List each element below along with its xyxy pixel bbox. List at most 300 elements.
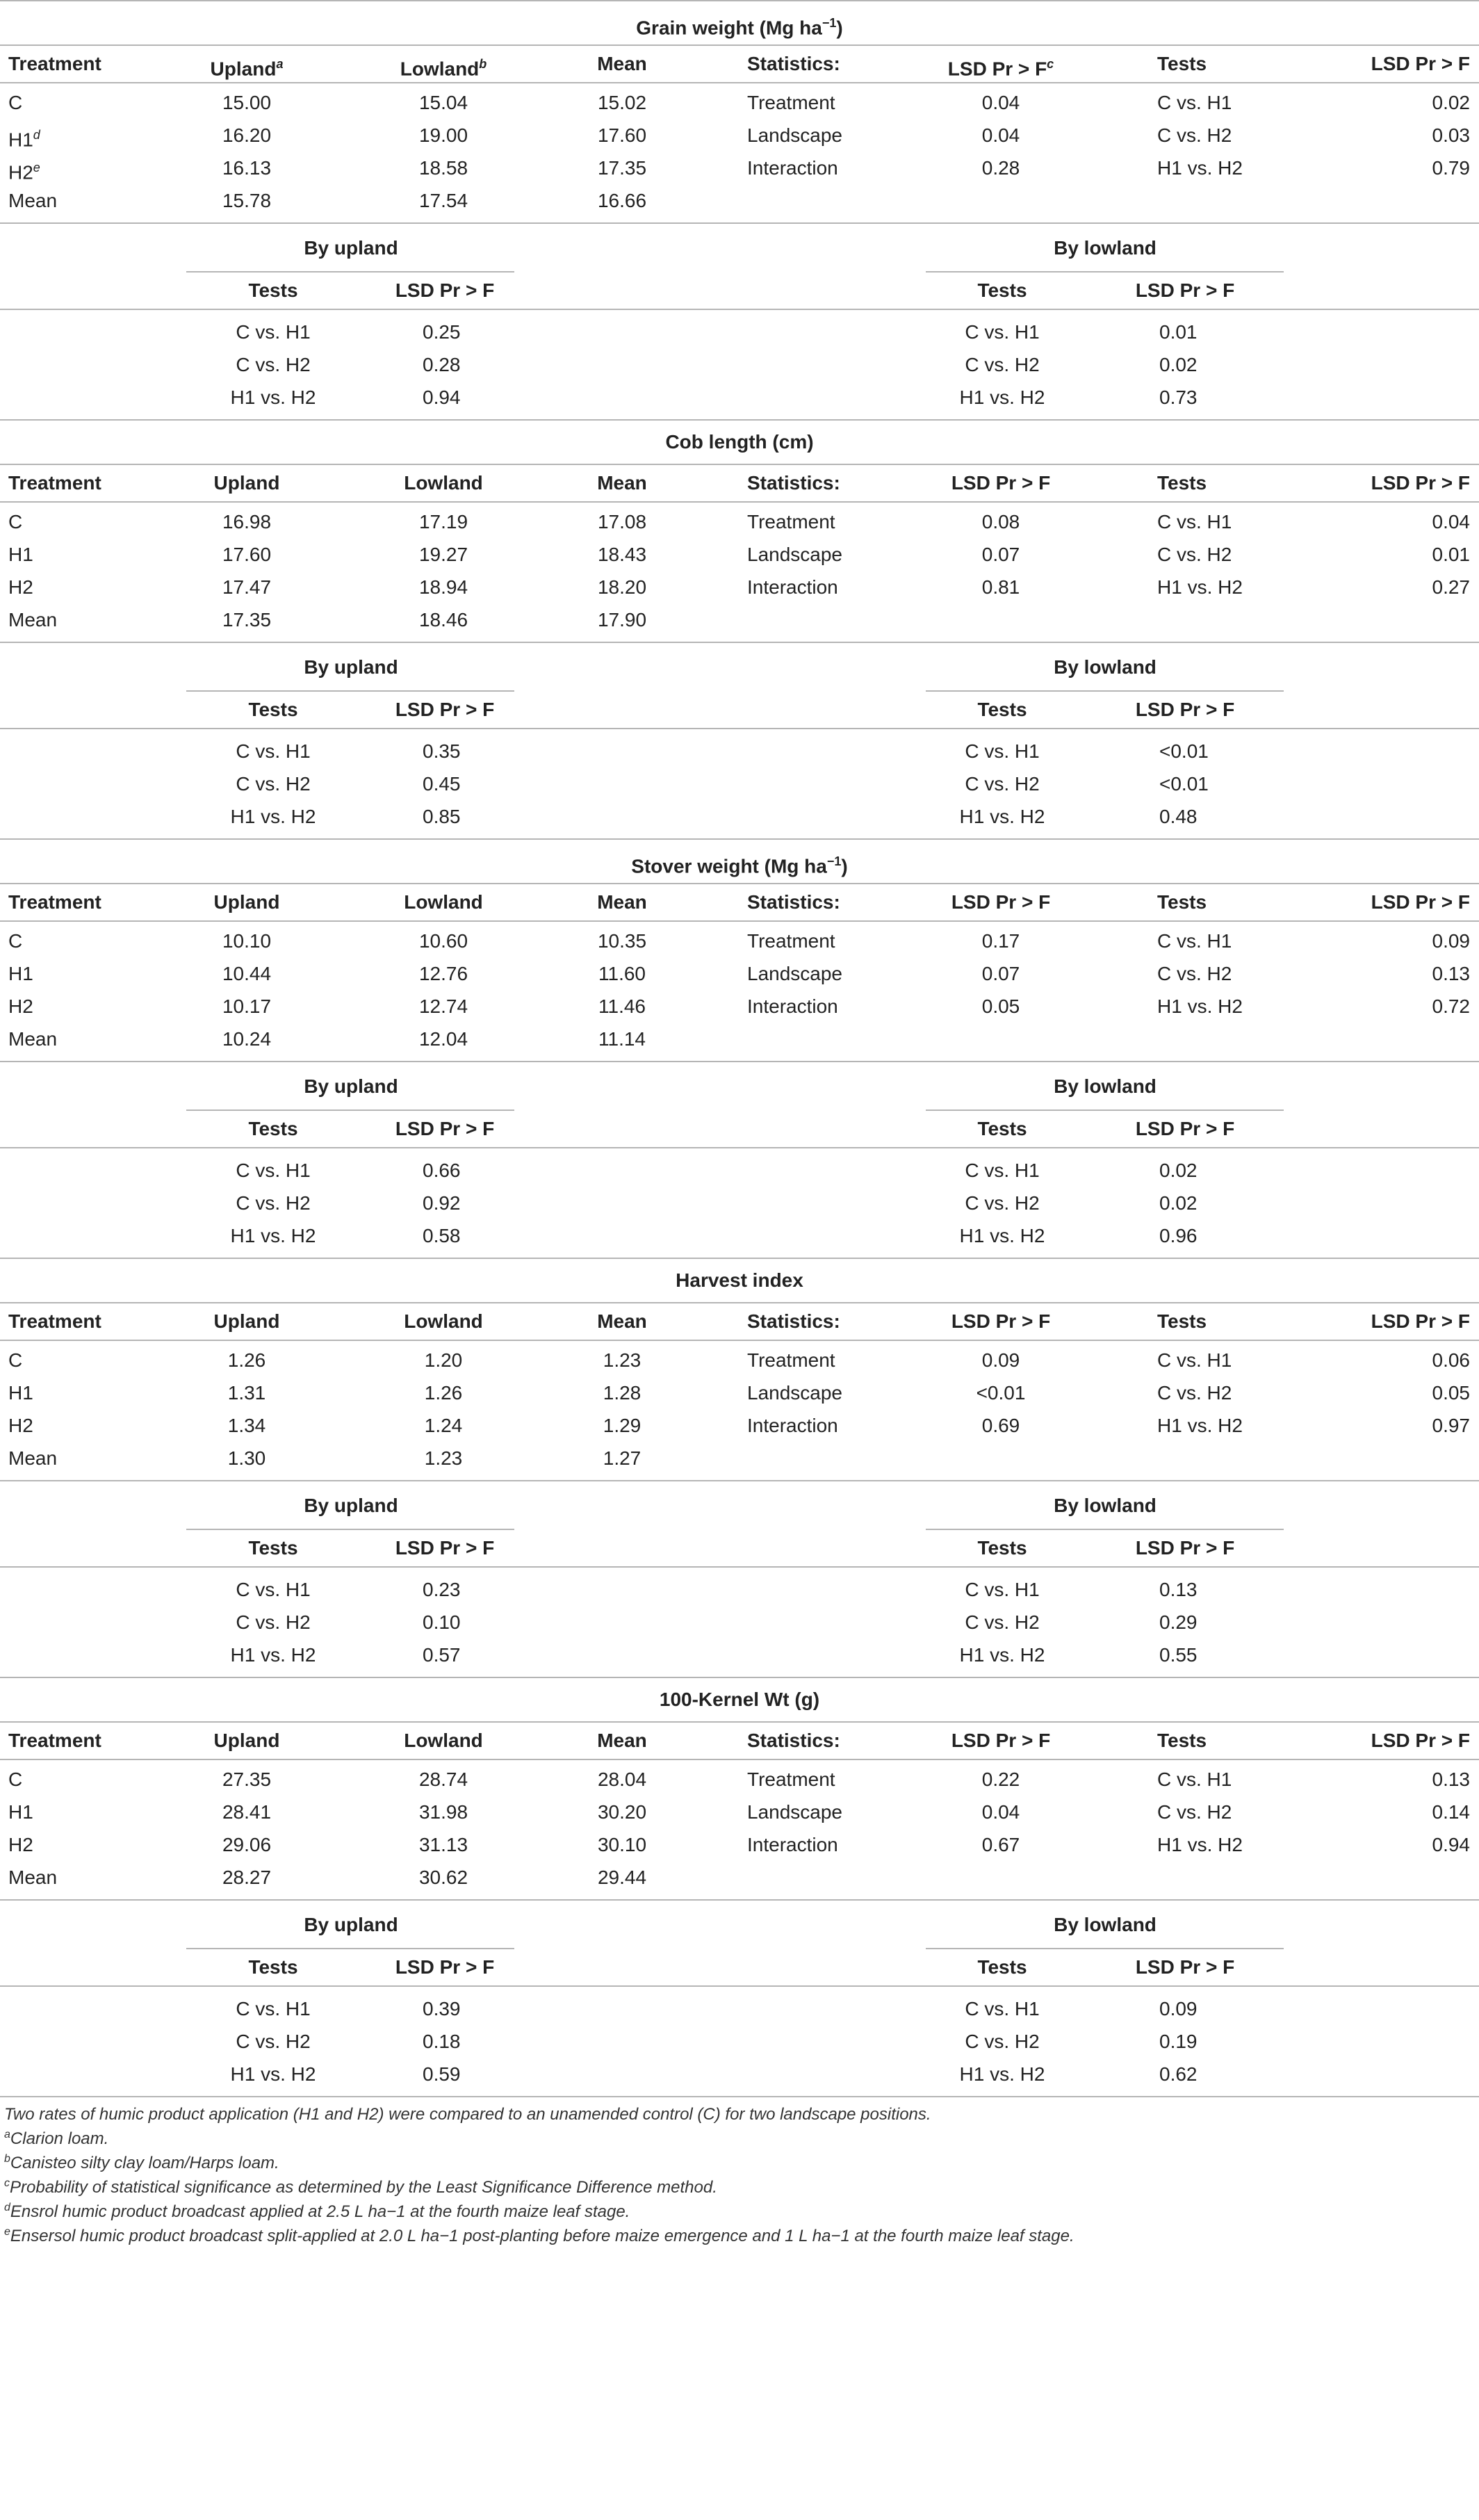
by-landscape-header [0, 692, 1479, 728]
footnote-mark: a [4, 2129, 10, 2140]
statistic-cell: Treatment [747, 1349, 835, 1371]
lowland-test-cell: H1 vs. H2 [959, 2063, 1045, 2085]
upland-test-cell: C vs. H1 [236, 740, 311, 762]
main-table-body [0, 83, 1479, 222]
upland-test-cell: H1 vs. H2 [230, 806, 316, 827]
test-cell: C vs. H2 [1157, 544, 1232, 565]
footnote-text: Clarion loam. [10, 2129, 109, 2148]
lowland-lsd-cell: 0.29 [1159, 1611, 1198, 1633]
by-landscape-table [0, 222, 1479, 419]
test-lsd-cell: 0.72 [1432, 995, 1470, 1017]
header-statistics: Statistics: [747, 1310, 840, 1332]
main-table-body [0, 503, 1479, 642]
table-row [0, 184, 1479, 217]
by-upland-title: By upland [304, 656, 398, 678]
upland-test-cell: C vs. H2 [236, 773, 311, 795]
header-lowland: Lowland [404, 472, 483, 494]
upland-cell: 1.31 [227, 1382, 266, 1404]
header-treatment: Treatment [8, 472, 101, 494]
test-cell: H1 vs. H2 [1157, 995, 1243, 1017]
header-lowland: Lowland [404, 1310, 483, 1332]
lowland-lsd-header: LSD Pr > F [1135, 279, 1235, 301]
mean-cell: 28.04 [597, 1769, 647, 1790]
header-tests: Tests [1157, 472, 1207, 494]
test-lsd-cell: 0.14 [1432, 1801, 1470, 1823]
table-row [0, 152, 1479, 184]
section-title: Harvest index [0, 1258, 1479, 1302]
header-tests-lsd: LSD Pr > F [1371, 53, 1470, 74]
lowland-cell: 28.74 [418, 1769, 468, 1790]
lowland-lsd-cell: 0.02 [1159, 354, 1198, 375]
statistic-cell: Interaction [747, 995, 838, 1017]
lsd-cell: 0.08 [981, 511, 1020, 533]
column-header-row [0, 1302, 1479, 1341]
by-landscape-header [0, 1530, 1479, 1566]
upland-test-cell: C vs. H1 [236, 1160, 311, 1181]
table-row [0, 1573, 1479, 1606]
upland-cell: 1.30 [227, 1447, 266, 1469]
mean-cell: 1.27 [603, 1447, 642, 1469]
upland-lsd-cell: 0.57 [423, 1644, 461, 1666]
table-row [0, 1442, 1479, 1474]
header-treatment: Treatment [8, 53, 101, 74]
upland-cell: 1.34 [227, 1415, 266, 1436]
upland-lsd-cell: 0.25 [423, 321, 461, 343]
mean-cell: 11.46 [598, 995, 646, 1017]
upland-tests-header: Tests [248, 1537, 298, 1559]
upland-lsd-cell: 0.18 [423, 2031, 461, 2052]
by-landscape-table [0, 1480, 1479, 1677]
statistic-cell: Treatment [747, 930, 835, 952]
treatment-cell: H2 [8, 576, 33, 598]
treatment-cell: H2 [8, 1415, 33, 1436]
upland-cell: 17.60 [222, 544, 272, 565]
header-treatment: Treatment [8, 1730, 101, 1751]
test-lsd-cell: 0.97 [1432, 1415, 1470, 1436]
lowland-test-cell: C vs. H1 [965, 321, 1040, 343]
table-row [0, 800, 1479, 833]
treatment-cell-superscript: e [33, 161, 40, 174]
treatment-cell: Mean [8, 1447, 58, 1469]
by-landscape-header [0, 1111, 1479, 1147]
table-row [0, 1154, 1479, 1187]
lowland-lsd-cell: 0.01 [1159, 321, 1198, 343]
column-header-row [0, 464, 1479, 503]
header-tests-lsd: LSD Pr > F [1371, 1310, 1470, 1332]
upland-cell: 17.47 [222, 576, 272, 598]
mean-cell: 11.14 [598, 1028, 646, 1050]
table-row [0, 538, 1479, 571]
lowland-lsd-cell: 0.09 [1159, 1998, 1198, 2019]
upland-lsd-header: LSD Pr > F [395, 1118, 495, 1139]
column-header-row [0, 883, 1479, 922]
column-header-row [0, 1721, 1479, 1760]
lowland-lsd-cell: 0.02 [1159, 1160, 1198, 1181]
upland-lsd-cell: 0.28 [423, 354, 461, 375]
lowland-test-cell: C vs. H2 [965, 1192, 1040, 1214]
test-cell: H1 vs. H2 [1157, 1834, 1243, 1855]
upland-test-cell: C vs. H2 [236, 1192, 311, 1214]
table-row [0, 1409, 1479, 1442]
lowland-cell: 12.04 [418, 1028, 468, 1050]
header-statistics: Statistics: [747, 472, 840, 494]
mean-cell: 1.28 [603, 1382, 642, 1404]
by-landscape-table [0, 1061, 1479, 1258]
upland-test-cell: C vs. H2 [236, 1611, 311, 1633]
upland-test-cell: H1 vs. H2 [230, 1225, 316, 1246]
lowland-cell: 1.24 [424, 1415, 463, 1436]
table-row [0, 505, 1479, 538]
section-title: Stover weight (Mg $ha^{-1}$) [0, 838, 1479, 883]
header-lowland: Lowland [404, 1730, 483, 1751]
footnote-text: Ensersol humic product broadcast split-applied at 2.0 L ha−1 post-planting before maize emergence and 1 L ha−1 at the fourth maize leaf stage. [10, 2227, 1074, 2245]
table-row [0, 925, 1479, 957]
by-landscape-body [0, 1566, 1479, 1677]
upland-lsd-cell: 0.66 [423, 1160, 461, 1181]
upland-lsd-cell: 0.23 [423, 1579, 461, 1600]
treatment-cell: H1 [8, 1801, 33, 1823]
header-lsd: LSD $Pr > F^c$ [947, 57, 1054, 80]
test-cell: C vs. H2 [1157, 1382, 1232, 1404]
table-row [0, 119, 1479, 152]
treatment-cell: H1 [8, 1382, 33, 1404]
footnote [0, 2104, 1479, 2124]
test-cell: C vs. H1 [1157, 511, 1232, 533]
test-cell: C vs. H1 [1157, 92, 1232, 113]
upland-cell: 10.44 [222, 963, 272, 984]
section-3 [0, 1258, 1479, 1677]
table-row [0, 1796, 1479, 1828]
test-cell: C vs. H1 [1157, 1349, 1232, 1371]
lowland-lsd-cell: 0.02 [1159, 1192, 1198, 1214]
upland-lsd-cell: 0.45 [423, 773, 461, 795]
column-header-row [0, 44, 1479, 83]
mean-cell: 16.66 [597, 190, 647, 211]
footnote-mark: d [4, 2202, 10, 2213]
header-upland: Upland$^a$ [210, 57, 284, 80]
lsd-cell: 0.04 [981, 124, 1020, 146]
by-landscape-body [0, 309, 1479, 419]
table-row [0, 571, 1479, 603]
mean-cell: 15.02 [597, 92, 647, 113]
upland-cell: 15.78 [222, 190, 272, 211]
treatment-cell: C [8, 92, 23, 113]
lowland-lsd-header: LSD Pr > F [1135, 699, 1235, 720]
upland-lsd-header: LSD Pr > F [395, 279, 495, 301]
test-cell: H1 vs. H2 [1157, 157, 1243, 179]
test-lsd-cell: 0.94 [1432, 1834, 1470, 1855]
mean-cell: 29.44 [597, 1867, 647, 1888]
header-upland: Upland [213, 1310, 280, 1332]
lowland-lsd-cell: 0.13 [1159, 1579, 1198, 1600]
lsd-cell: 0.05 [981, 995, 1020, 1017]
statistic-cell: Interaction [747, 1415, 838, 1436]
upland-cell: 27.35 [222, 1769, 272, 1790]
header-tests-lsd: LSD Pr > F [1371, 472, 1470, 494]
table-row [0, 2025, 1479, 2058]
test-cell: C vs. H2 [1157, 963, 1232, 984]
statistic-cell: Landscape [747, 963, 843, 984]
lowland-tests-header: Tests [977, 1118, 1027, 1139]
footnote [0, 2124, 1479, 2149]
upland-cell: 1.26 [227, 1349, 266, 1371]
header-lsd: LSD Pr > F [951, 1730, 1051, 1751]
table-row [0, 957, 1479, 990]
footnote [0, 2149, 1479, 2173]
upland-tests-header: Tests [248, 699, 298, 720]
footnote-text: Ensrol humic product broadcast applied at 2.5 L ha−1 at the fourth maize leaf stage. [10, 2202, 630, 2221]
footnote-mark: e [4, 2226, 10, 2238]
lowland-tests-header: Tests [977, 1537, 1027, 1559]
mean-cell: 11.60 [598, 963, 646, 984]
header-mean: Mean [597, 891, 647, 913]
lowland-lsd-cell: 0.62 [1159, 2063, 1198, 2085]
lowland-cell: 18.94 [418, 576, 468, 598]
mean-cell: 17.90 [597, 609, 647, 631]
lowland-lsd-cell: 0.19 [1159, 2031, 1198, 2052]
upland-lsd-cell: 0.94 [423, 387, 461, 408]
treatment-cell: C [8, 1349, 23, 1371]
by-upland-title: By upland [304, 1075, 398, 1097]
by-landscape-table [0, 1899, 1479, 2096]
test-lsd-cell: 0.06 [1432, 1349, 1470, 1371]
header-lowland-superscript: b [479, 57, 487, 71]
lowland-cell: 17.54 [418, 190, 468, 211]
lowland-cell: 31.13 [418, 1834, 468, 1855]
lowland-cell: 1.20 [424, 1349, 463, 1371]
table-row [0, 1023, 1479, 1055]
by-landscape-body [0, 1147, 1479, 1258]
lsd-cell: 0.17 [981, 930, 1020, 952]
lsd-cell: 0.09 [981, 1349, 1020, 1371]
upland-test-cell: H1 vs. H2 [230, 1644, 316, 1666]
mean-cell: 1.29 [603, 1415, 642, 1436]
test-lsd-cell: 0.79 [1432, 157, 1470, 179]
lowland-tests-header: Tests [977, 1956, 1027, 1978]
test-lsd-cell: 0.02 [1432, 92, 1470, 113]
lsd-cell: 0.67 [981, 1834, 1020, 1855]
upland-cell: 28.41 [222, 1801, 272, 1823]
header-statistics: Statistics: [747, 1730, 840, 1751]
section-1 [0, 419, 1479, 838]
footnote [0, 2222, 1479, 2246]
section-title: Cob length (cm) [0, 419, 1479, 464]
upland-lsd-header: LSD Pr > F [395, 1956, 495, 1978]
header-lsd: LSD Pr > F [951, 1310, 1051, 1332]
table-row [0, 2058, 1479, 2090]
by-landscape-titles [0, 1481, 1479, 1530]
header-mean: Mean [597, 1730, 647, 1751]
upland-tests-header: Tests [248, 1956, 298, 1978]
footnote [0, 2197, 1479, 2222]
mean-cell: 18.20 [597, 576, 647, 598]
treatment-cell: H1$^d$ [8, 128, 40, 151]
header-statistics: Statistics: [747, 53, 840, 74]
by-upland-title: By upland [304, 1914, 398, 1935]
lsd-cell: 0.04 [981, 92, 1020, 113]
mean-cell: 17.60 [597, 124, 647, 146]
lsd-cell: 0.07 [981, 544, 1020, 565]
lowland-lsd-header: LSD Pr > F [1135, 1956, 1235, 1978]
treatment-cell: H2 [8, 995, 33, 1017]
by-landscape-table [0, 642, 1479, 838]
header-mean: Mean [597, 53, 647, 74]
lowland-tests-header: Tests [977, 699, 1027, 720]
lowland-lsd-header: LSD Pr > F [1135, 1537, 1235, 1559]
lsd-cell: 0.81 [981, 576, 1020, 598]
treatment-cell: C [8, 930, 23, 952]
mean-cell: 30.20 [597, 1801, 647, 1823]
lowland-test-cell: C vs. H1 [965, 1160, 1040, 1181]
mean-cell: 10.35 [597, 930, 647, 952]
lowland-test-cell: C vs. H2 [965, 773, 1040, 795]
section-title: 100-Kernel Wt (g) [0, 1677, 1479, 1721]
lowland-test-cell: C vs. H1 [965, 1579, 1040, 1600]
test-cell: H1 vs. H2 [1157, 576, 1243, 598]
treatment-cell: H1 [8, 544, 33, 565]
upland-cell: 15.00 [222, 92, 272, 113]
upland-cell: 16.20 [222, 124, 272, 146]
footnote-text: Two rates of humic product application (H1 and H2) were compared to an unamended control (C) for two landscape positions. [4, 2105, 931, 2124]
statistic-cell: Treatment [747, 92, 835, 113]
upland-test-cell: C vs. H1 [236, 1998, 311, 2019]
lowland-test-cell: H1 vs. H2 [959, 806, 1045, 827]
section-0 [0, 0, 1479, 419]
lowland-test-cell: H1 vs. H2 [959, 387, 1045, 408]
statistic-cell: Treatment [747, 1769, 835, 1790]
upland-cell: 10.24 [222, 1028, 272, 1050]
mean-cell: 18.43 [597, 544, 647, 565]
lsd-cell: <0.01 [976, 1382, 1026, 1404]
upland-test-cell: C vs. H1 [236, 321, 311, 343]
treatment-cell: Mean [8, 609, 58, 631]
mean-cell: 17.35 [597, 157, 647, 179]
table-row [0, 1828, 1479, 1861]
upland-cell: 16.13 [222, 157, 272, 179]
lowland-test-cell: H1 vs. H2 [959, 1225, 1045, 1246]
header-tests-lsd: LSD Pr > F [1371, 1730, 1470, 1751]
upland-lsd-cell: 0.59 [423, 2063, 461, 2085]
table-row [0, 86, 1479, 119]
table-row [0, 1992, 1479, 2025]
statistic-cell: Landscape [747, 544, 843, 565]
upland-cell: 10.10 [222, 930, 272, 952]
lowland-lsd-cell: 0.73 [1159, 387, 1198, 408]
table-row [0, 1639, 1479, 1671]
treatment-cell: Mean [8, 190, 58, 211]
upland-lsd-cell: 0.10 [423, 1611, 461, 1633]
lowland-cell: 18.46 [418, 609, 468, 631]
by-lowland-title: By lowland [1054, 656, 1157, 678]
treatment-cell: H2e [8, 161, 40, 184]
test-lsd-cell: 0.03 [1432, 124, 1470, 146]
upland-test-cell: H1 vs. H2 [230, 387, 316, 408]
by-landscape-titles [0, 1901, 1479, 1949]
header-lowland: Lowland [404, 891, 483, 913]
by-landscape-titles [0, 643, 1479, 692]
upland-lsd-cell: 0.39 [423, 1998, 461, 2019]
header-mean: Mean [597, 1310, 647, 1332]
lowland-tests-header: Tests [977, 279, 1027, 301]
lowland-cell: 31.98 [418, 1801, 468, 1823]
mean-cell: 1.23 [603, 1349, 642, 1371]
by-landscape-header [0, 1949, 1479, 1985]
lowland-test-cell: C vs. H2 [965, 354, 1040, 375]
header-upland: Upland [213, 472, 280, 494]
upland-cell: 16.98 [222, 511, 272, 533]
lowland-cell: 10.60 [418, 930, 468, 952]
test-lsd-cell: 0.09 [1432, 930, 1470, 952]
test-lsd-cell: 0.13 [1432, 963, 1470, 984]
lowland-test-cell: C vs. H2 [965, 2031, 1040, 2052]
header-tests-lsd: LSD Pr > F [1371, 891, 1470, 913]
upland-test-cell: C vs. H1 [236, 1579, 311, 1600]
by-landscape-header [0, 273, 1479, 309]
lowland-test-cell: C vs. H1 [965, 1998, 1040, 2019]
by-landscape-titles [0, 1062, 1479, 1111]
footnote-text: Probability of statistical significance as determined by the Least Significance Difference method. [10, 2178, 717, 2197]
lowland-cell: 12.74 [418, 995, 468, 1017]
statistic-cell: Landscape [747, 124, 843, 146]
upland-lsd-cell: 0.58 [423, 1225, 461, 1246]
header-upland: Upland [213, 891, 280, 913]
test-lsd-cell: 0.04 [1432, 511, 1470, 533]
statistic-cell: Interaction [747, 576, 838, 598]
table-footnotes [0, 2096, 1479, 2246]
upland-lsd-cell: 0.85 [423, 806, 461, 827]
lsd-cell: 0.28 [981, 157, 1020, 179]
table-row [0, 767, 1479, 800]
lsd-cell: 0.22 [981, 1769, 1020, 1790]
lowland-cell: 17.19 [418, 511, 468, 533]
upland-cell: 10.17 [222, 995, 272, 1017]
footnote-text: Canisteo silty clay loam/Harps loam. [10, 2154, 279, 2172]
by-lowland-title: By lowland [1054, 237, 1157, 259]
statistic-cell: Landscape [747, 1801, 843, 1823]
treatment-cell: C [8, 1769, 23, 1790]
by-landscape-body [0, 1985, 1479, 2096]
table-row [0, 1344, 1479, 1376]
lowland-lsd-cell: <0.01 [1159, 740, 1209, 762]
table-row [0, 1861, 1479, 1894]
lowland-test-cell: C vs. H2 [965, 1611, 1040, 1633]
header-lsd-superscript: c [1047, 57, 1054, 71]
test-lsd-cell: 0.01 [1432, 544, 1470, 565]
upland-test-cell: C vs. H2 [236, 354, 311, 375]
treatment-cell-superscript: d [33, 128, 40, 142]
lsd-cell: 0.04 [981, 1801, 1020, 1823]
lowland-cell: 1.23 [424, 1447, 463, 1469]
main-table-body [0, 1760, 1479, 1899]
table-row [0, 735, 1479, 767]
unit-superscript: −1 [822, 16, 837, 30]
header-lowland: Lowland$^b$ [400, 57, 487, 80]
lsd-cell: 0.07 [981, 963, 1020, 984]
test-cell: C vs. H1 [1157, 930, 1232, 952]
lowland-test-cell: C vs. H1 [965, 740, 1040, 762]
upland-cell: 29.06 [222, 1834, 272, 1855]
test-cell: C vs. H1 [1157, 1769, 1232, 1790]
main-table-body [0, 1341, 1479, 1480]
test-cell: C vs. H2 [1157, 1801, 1232, 1823]
by-landscape-titles [0, 224, 1479, 273]
upland-tests-header: Tests [248, 1118, 298, 1139]
mean-cell: 17.08 [597, 511, 647, 533]
table-row [0, 1187, 1479, 1219]
header-lsd: LSD Pr > F [951, 891, 1051, 913]
lowland-lsd-cell: 0.96 [1159, 1225, 1198, 1246]
header-mean: Mean [597, 472, 647, 494]
